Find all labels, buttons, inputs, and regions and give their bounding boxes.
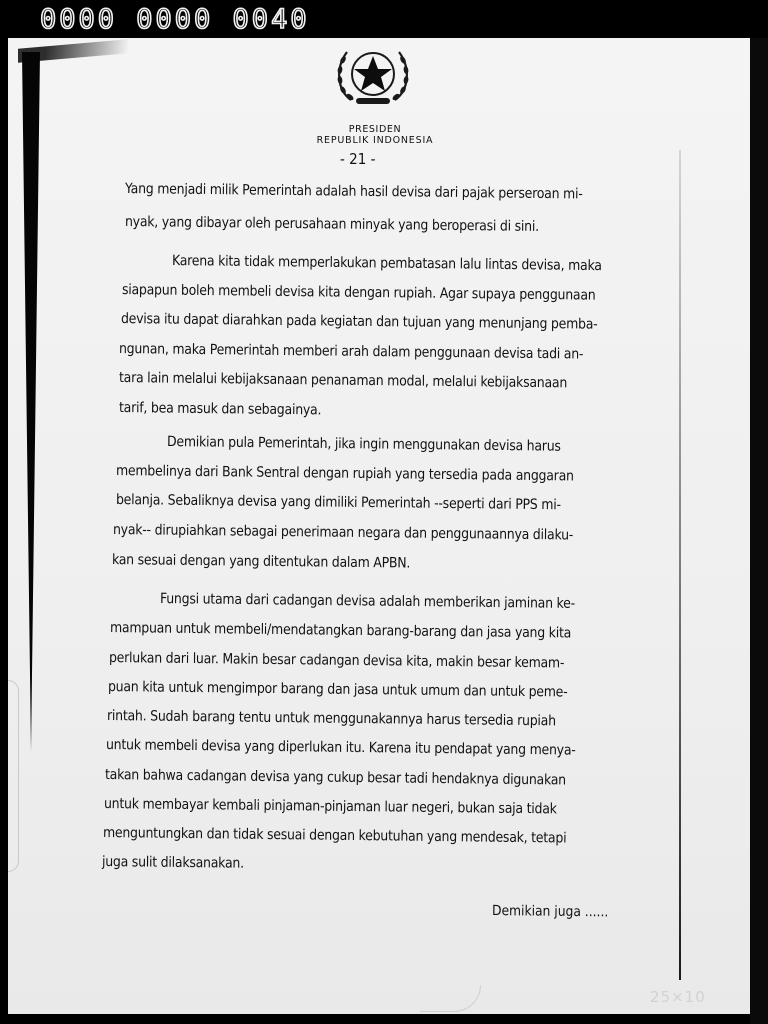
body-line: Karena kita tidak memperlakukan pembatasan lalu lintas devisa, maka: [171, 253, 602, 275]
body-line: puan kita untuk mengimpor barang dan jasa untuk umum dan untuk peme-: [107, 679, 568, 701]
body-line: rintah. Sudah barang tentu untuk menggunakannya harus tersedia rupiah: [106, 708, 556, 730]
body-line: untuk membeli devisa yang diperlukan itu. Karena itu pendapat yang menya-: [105, 737, 576, 759]
body-line: tara lain melalui kebijaksanaan penanaman modal, melalui kebijaksanaan: [118, 370, 568, 392]
garuda-star-emblem-icon: [331, 40, 415, 112]
page-number: - 21 -: [340, 150, 376, 168]
body-line: nyak-- dirupiahkan sebagai penerimaan negara dan penggunaannya dilaku-: [112, 522, 574, 544]
body-line: membelinya dari Bank Sentral dengan rupiah yang tersedia pada anggaran: [115, 463, 574, 485]
body-line: Fungsi utama dari cadangan devisa adalah memberikan jaminan ke-: [159, 591, 575, 612]
page-fold-mark: [8, 680, 19, 872]
body-line: juga sulit dilaksanakan.: [101, 854, 244, 872]
letterhead-title: PRESIDEN: [348, 124, 402, 135]
body-line: ngunan, maka Pemerintah memberi arah dalam penggunaan devisa tadi an-: [118, 341, 584, 363]
body-line: perlukan dari luar. Makin besar cadangan devisa kita, makin besar kemam-: [108, 650, 565, 672]
letterhead: [270, 124, 480, 146]
film-counter: 0000 0000 0040: [40, 4, 310, 35]
page-shadow-left: [22, 52, 40, 752]
body-line: Yang menjadi milik Pemerintah adalah hasil devisa dari pajak perseroan mi-: [124, 181, 583, 203]
margin-mark: 25×10: [650, 988, 706, 1006]
body-line: takan bahwa cadangan devisa yang cukup besar tadi hendaknya digunakan: [104, 767, 566, 789]
body-line: nyak, yang dibayar oleh perusahaan minyak yang beroperasi di sini.: [124, 214, 539, 235]
body-line: kan sesuai dengan yang ditentukan dalam APBN.: [111, 552, 411, 572]
letterhead-subtitle: REPUBLIK INDONESIA: [316, 135, 434, 146]
page-edge-line: [679, 150, 681, 980]
body-line: devisa itu dapat diarahkan pada kegiatan dan tujuan yang menunjang pemba-: [120, 311, 598, 333]
body-line: tarif, bea masuk dan sebagainya.: [118, 400, 322, 419]
closing-continuation: Demikian juga ......: [491, 903, 609, 921]
body-line: mampuan untuk membeli/mendatangkan barang-barang dan jasa yang kita: [109, 620, 572, 642]
body-line: untuk membayar kembali pinjaman-pinjaman luar negeri, bukan saja tidak: [103, 796, 557, 818]
body-line: siapapun boleh membeli devisa kita dengan rupiah. Agar supaya penggunaan: [121, 282, 596, 304]
body-line: Demikian pula Pemerintah, jika ingin menggunakan devisa harus: [166, 434, 561, 455]
film-edge-right: [750, 38, 768, 1024]
body-line: belanja. Sebaliknya devisa yang dimiliki Pemerintah --seperti dari PPS mi-: [115, 492, 561, 514]
body-line: menguntungkan dan tidak sesuai dengan kebutuhan yang mendesak, tetapi: [102, 825, 567, 847]
